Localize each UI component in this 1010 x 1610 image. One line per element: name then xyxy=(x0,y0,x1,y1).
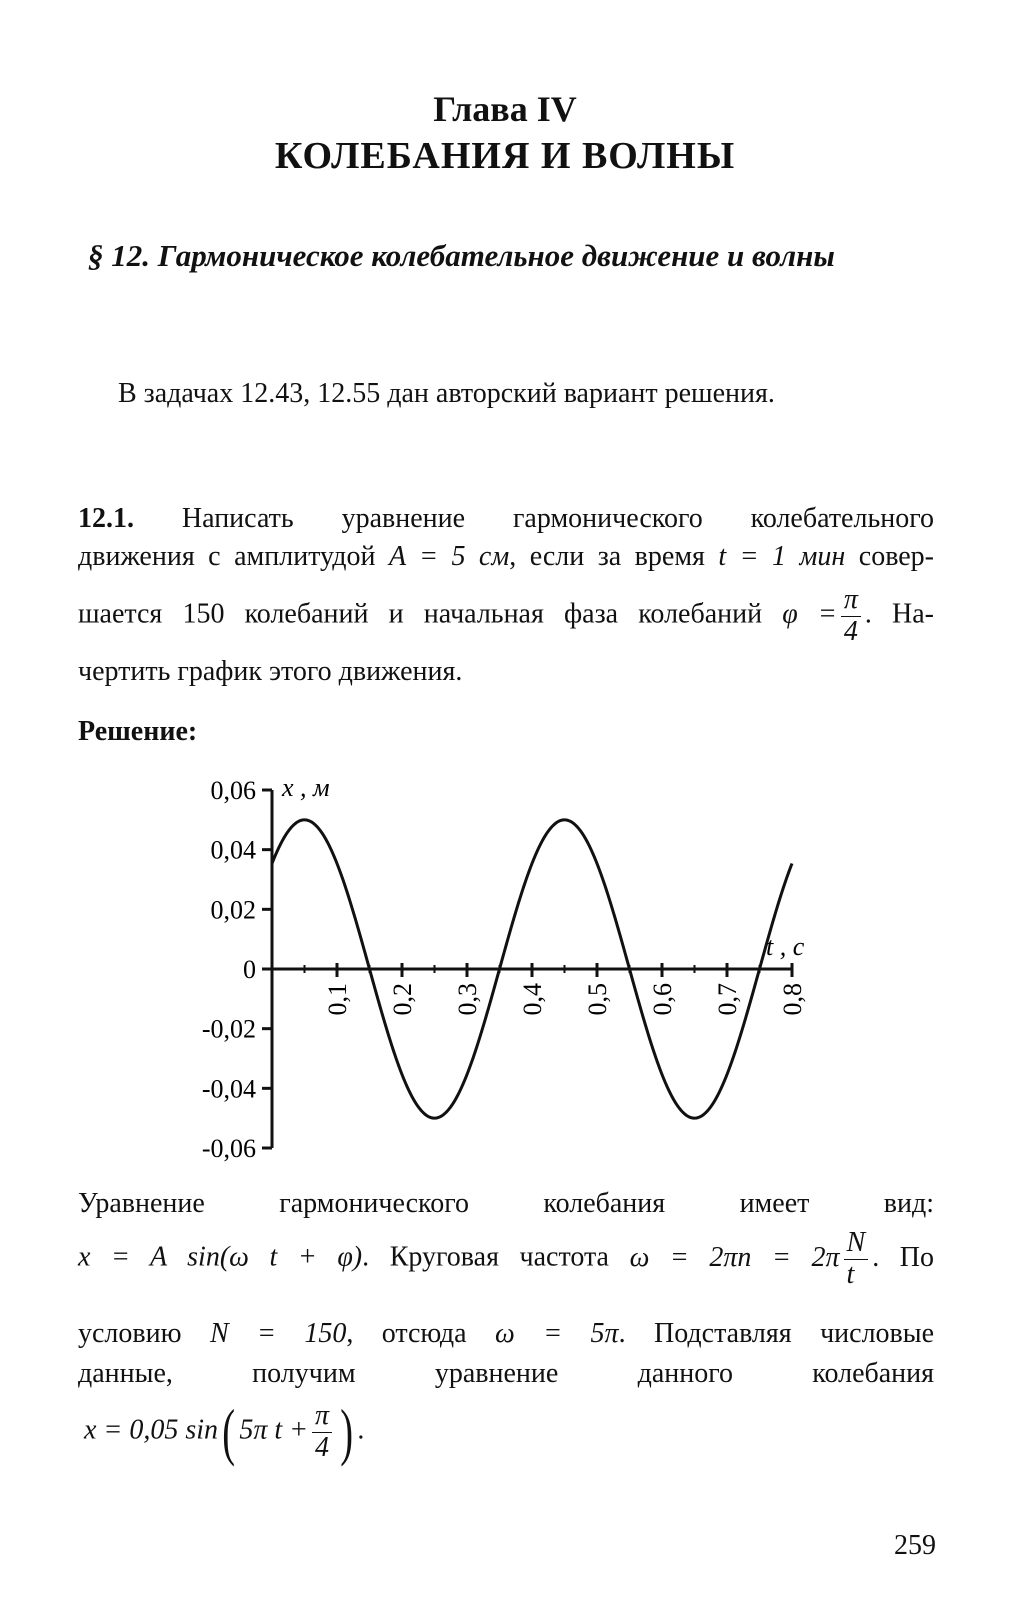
fraction-denominator: 4 xyxy=(843,615,858,647)
problem-line-3 xyxy=(78,585,934,648)
chapter-title: КОЛЕБАНИЯ И ВОЛНЫ xyxy=(274,135,736,177)
y-tick-labels xyxy=(202,776,272,1163)
problem-text: . На- xyxy=(864,598,934,630)
final-fraction xyxy=(312,1401,332,1464)
problem-text: шается 150 колебаний и начальная фаза колебаний xyxy=(78,598,763,630)
note-text: В задачах 12.43, 12.55 дан авторский вариант решения. xyxy=(118,378,775,409)
page-number: 259 xyxy=(894,1530,936,1561)
oscillation-chart xyxy=(180,760,820,1180)
x-tick-label: 0,2 xyxy=(388,983,417,1016)
solution-text: вид: xyxy=(883,1188,934,1219)
solution-text: . Круговая частота xyxy=(362,1241,609,1273)
x-tick-label: 0,1 xyxy=(323,983,352,1016)
problem-line-4: чертить график этого движения. xyxy=(78,656,463,687)
solution-text: . По xyxy=(872,1241,934,1273)
solution-line-4 xyxy=(78,1360,934,1388)
y-tick-label: -0,06 xyxy=(201,1134,256,1163)
y-tick-label: 0 xyxy=(243,955,256,984)
solution-text: условию xyxy=(78,1318,182,1349)
x-tick-label: 0,8 xyxy=(778,983,807,1016)
solution-line-2 xyxy=(78,1228,934,1291)
omega-formula: ω = 2πn = 2π xyxy=(629,1241,840,1273)
chapter-number: Глава IV xyxy=(433,89,577,129)
problem-line-1 xyxy=(78,505,934,533)
solution-text: данного xyxy=(637,1358,734,1389)
fraction-numerator: π xyxy=(841,585,861,617)
solution-text: Уравнение xyxy=(78,1188,205,1219)
x-tick-label: 0,5 xyxy=(583,983,612,1016)
x-tick-label: 0,3 xyxy=(453,983,482,1016)
final-equation-lhs: x = 0,05 sin xyxy=(84,1414,218,1446)
fraction-numerator: N xyxy=(844,1228,869,1260)
phase-fraction xyxy=(841,585,861,648)
x-tick-label: 0,4 xyxy=(518,983,547,1016)
fraction-numerator: π xyxy=(312,1401,332,1433)
solution-heading: Решение: xyxy=(78,716,198,747)
y-tick-label: -0,04 xyxy=(201,1074,256,1104)
x-axis-label: t , с xyxy=(766,932,805,961)
solution-text: данные, xyxy=(78,1358,173,1389)
solution-line-3 xyxy=(78,1320,934,1348)
final-equation-argument: 5π t + xyxy=(239,1414,309,1446)
amplitude-formula: A = 5 см xyxy=(389,541,510,572)
harmonic-equation: x = A sin(ω t + φ) xyxy=(78,1241,363,1273)
problem-text: , если за время xyxy=(509,541,705,572)
solution-text: получим xyxy=(252,1358,356,1389)
solution-text: колебания xyxy=(543,1188,666,1219)
section-title: § 12. Гармоническое колебательное движение и волны xyxy=(88,238,835,273)
phase-formula: φ = xyxy=(782,598,837,630)
omega-value: ω = 5π xyxy=(495,1318,619,1349)
omega-fraction xyxy=(844,1228,869,1291)
problem-text: движения с амплитудой xyxy=(78,541,376,572)
solution-text: гармонического xyxy=(279,1188,470,1219)
close-paren: ) xyxy=(340,1396,354,1467)
y-axis-label: x , м xyxy=(282,773,330,802)
solution-text: уравнение xyxy=(434,1358,559,1389)
problem-number: 12.1. xyxy=(78,503,134,534)
problem-text: совер- xyxy=(858,541,935,572)
x-tick-label: 0,7 xyxy=(713,983,742,1016)
solution-text: , отсюда xyxy=(346,1318,467,1349)
problem-text: Написать уравнение гармонического колебательного xyxy=(181,503,934,534)
y-tick-label: -0,02 xyxy=(201,1014,256,1044)
n-formula: N = 150 xyxy=(209,1318,347,1349)
y-tick-label: 0,02 xyxy=(210,895,256,925)
time-formula: t = 1 мин xyxy=(718,541,846,572)
final-equation-period: . xyxy=(357,1414,365,1446)
open-paren: ( xyxy=(222,1396,236,1467)
fraction-denominator: t xyxy=(846,1258,855,1290)
solution-text: имеет xyxy=(739,1188,810,1219)
solution-text: . Подставляя числовые xyxy=(618,1318,935,1349)
final-equation xyxy=(84,1396,365,1467)
solution-text: колебания xyxy=(812,1358,935,1389)
problem-line-2 xyxy=(78,543,934,571)
fraction-denominator: 4 xyxy=(315,1431,330,1463)
solution-line-1 xyxy=(78,1190,934,1218)
y-tick-label: 0,06 xyxy=(210,776,256,805)
y-tick-label: 0,04 xyxy=(210,835,256,865)
x-tick-label: 0,6 xyxy=(648,983,677,1016)
